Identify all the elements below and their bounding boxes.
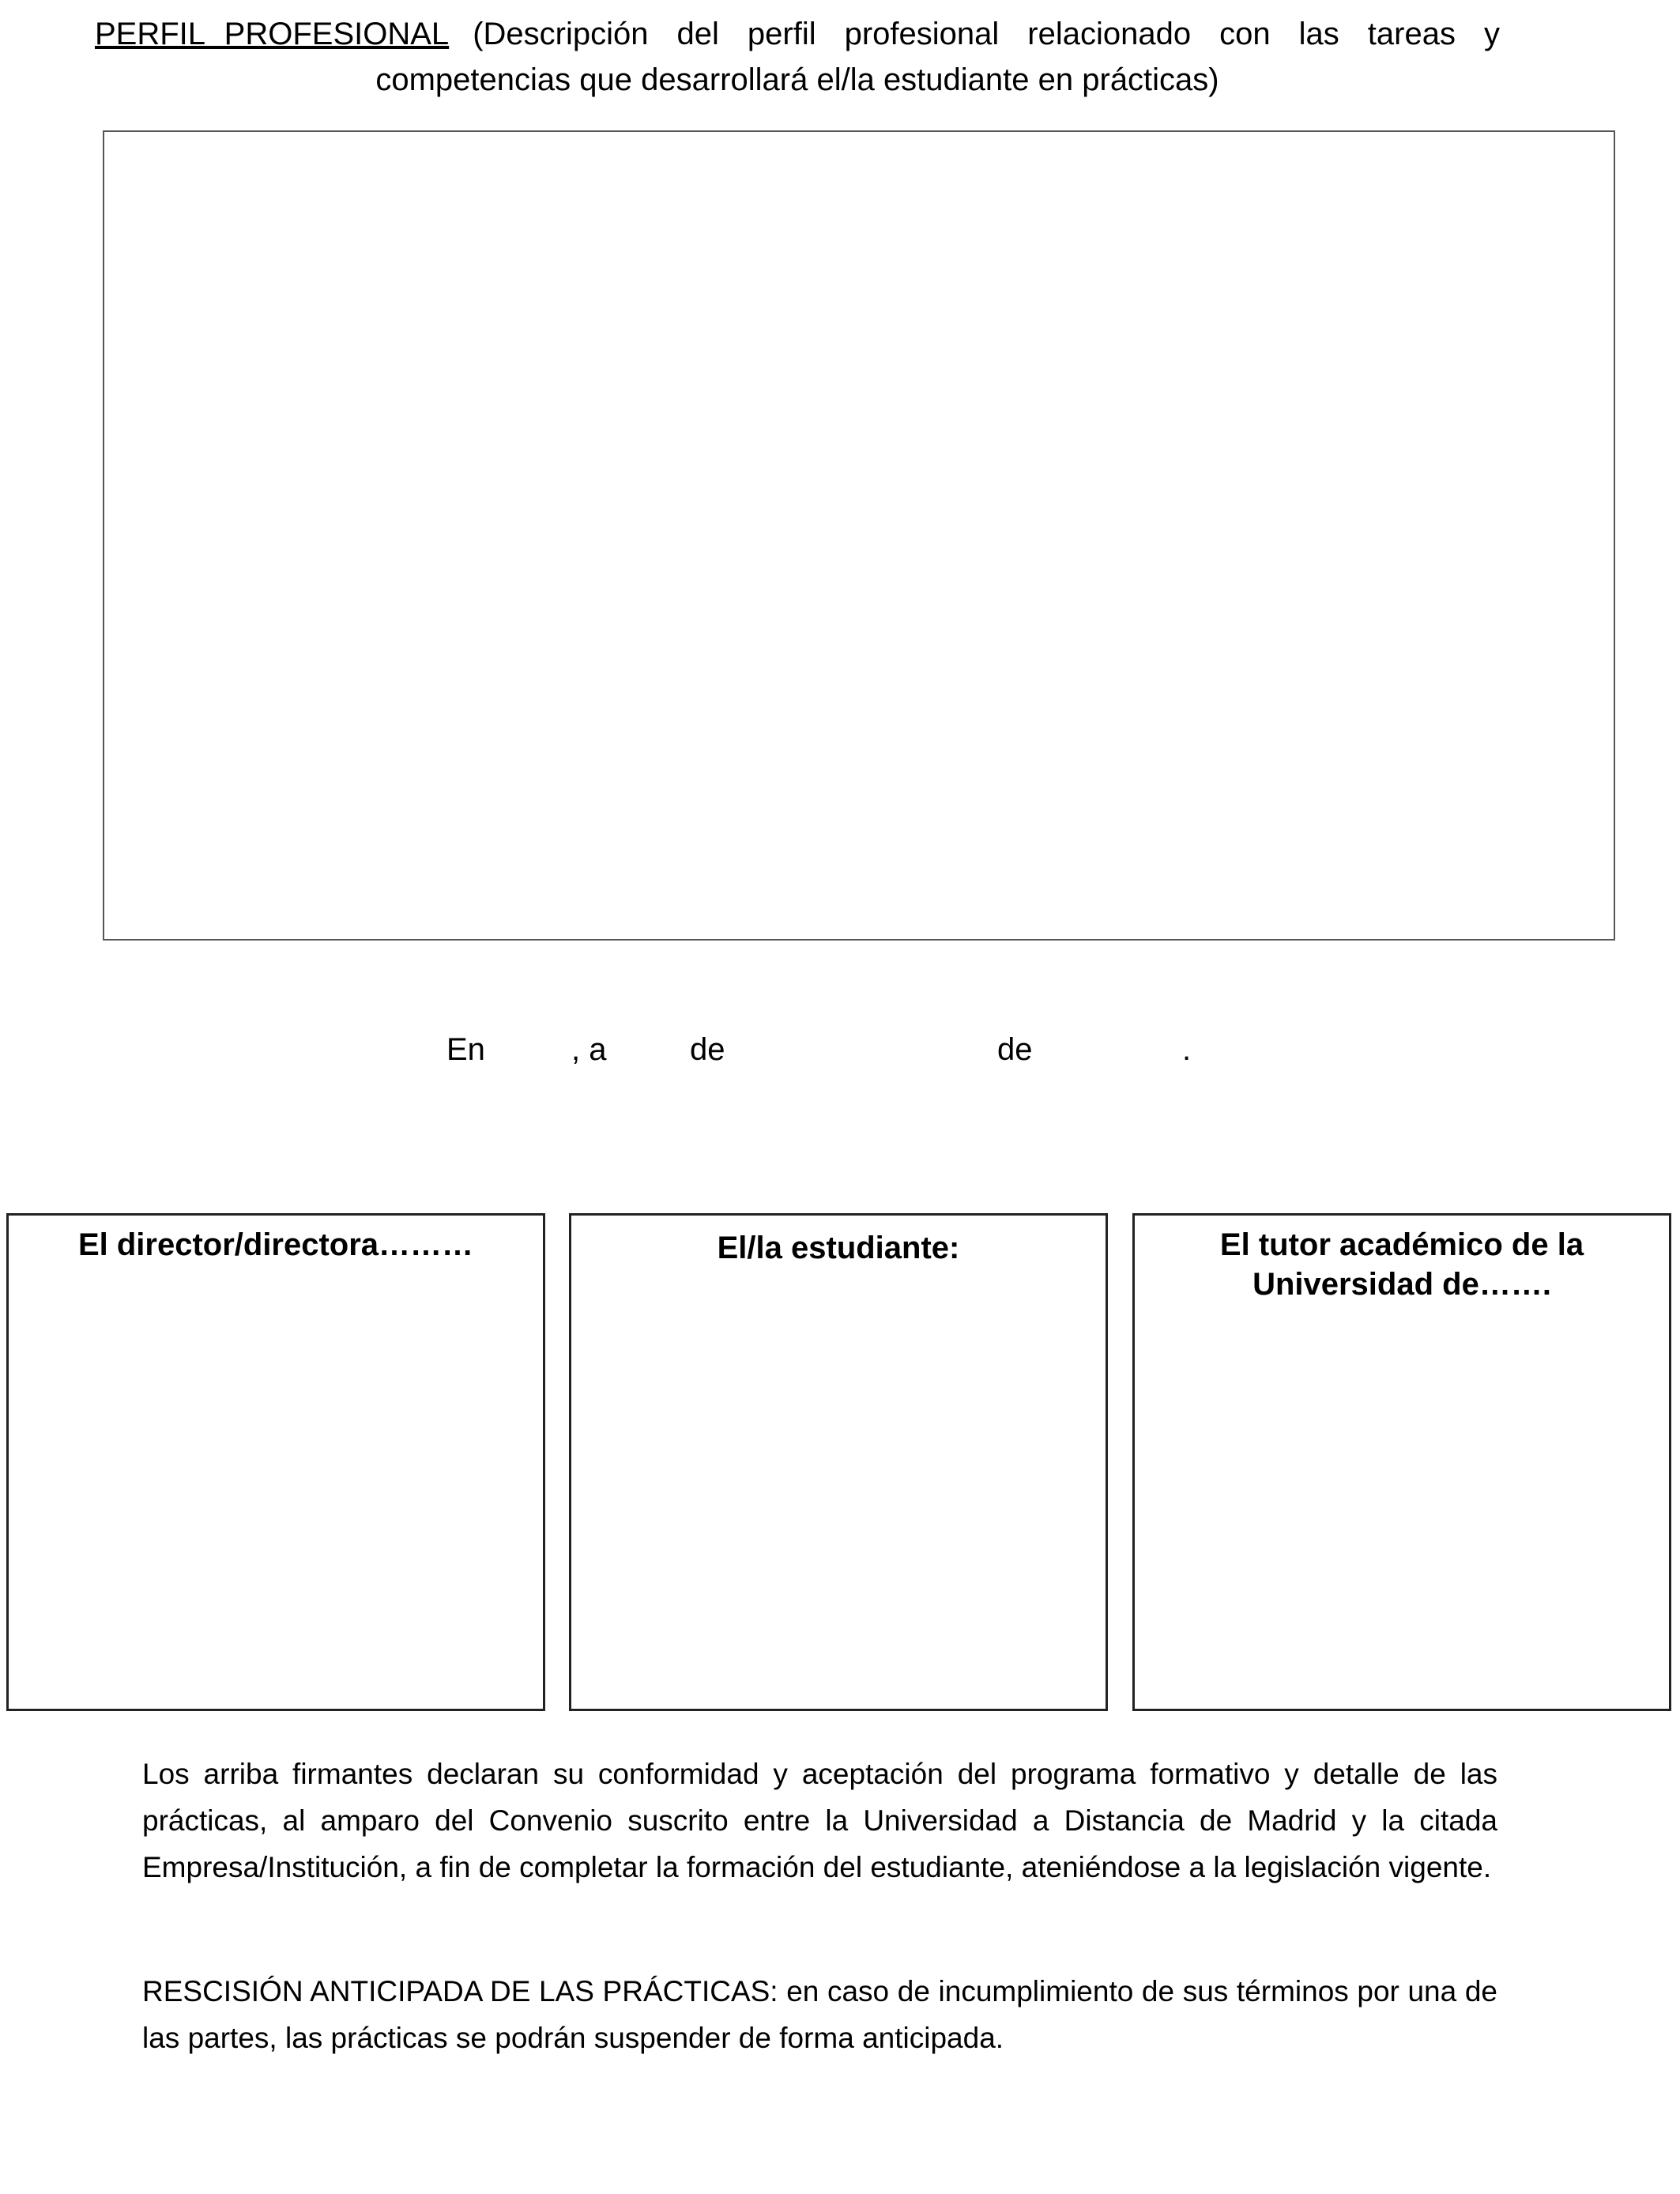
- conformity-paragraph: Los arriba firmantes declaran su conformidad y aceptación del programa formativo y detalle de las prácticas, al amparo del Convenio suscrito entre la Universidad a Distancia de Madrid y la citada Empresa/Institución, a fin de completar la formación del estudiante, ateniéndose a la legislación vigente.: [142, 1758, 1497, 1883]
- signature-title-tutor-line-1: El tutor académico de la: [1219, 1227, 1584, 1262]
- rescission-paragraph: RESCISIÓN ANTICIPADA DE LAS PRÁCTICAS: en caso de incumplimiento de sus términos por una de las partes, las prácticas se podrán suspender de forma anticipada.: [142, 1975, 1497, 2054]
- profile-description-box[interactable]: [103, 130, 1615, 941]
- signature-box-director[interactable]: [6, 1213, 545, 1711]
- date-line-de-day: de: [690, 1032, 725, 1067]
- date-line-comma-a: , a: [571, 1032, 607, 1067]
- signature-title-tutor: [1135, 1225, 1669, 1304]
- signature-title-student: El/la estudiante:: [717, 1231, 960, 1265]
- signature-box-student[interactable]: [569, 1213, 1108, 1711]
- signature-title-director: El director/directora………: [77, 1227, 474, 1262]
- signature-box-tutor[interactable]: [1132, 1213, 1671, 1711]
- heading-line-1: [95, 11, 1500, 57]
- section-description-line-1: (Descripción del perfil profesional relacionado con las tareas y: [473, 17, 1500, 51]
- section-title: PERFIL PROFESIONAL: [95, 17, 450, 51]
- date-line-period: .: [1182, 1032, 1192, 1067]
- date-line-en: En: [446, 1032, 485, 1067]
- date-line-de-month: de: [997, 1032, 1033, 1067]
- page-heading: [95, 11, 1500, 103]
- signature-title-tutor-line-2: Universidad de…….: [1252, 1267, 1551, 1302]
- section-description-line-2: competencias que desarrollará el/la estudiante en prácticas): [375, 62, 1219, 97]
